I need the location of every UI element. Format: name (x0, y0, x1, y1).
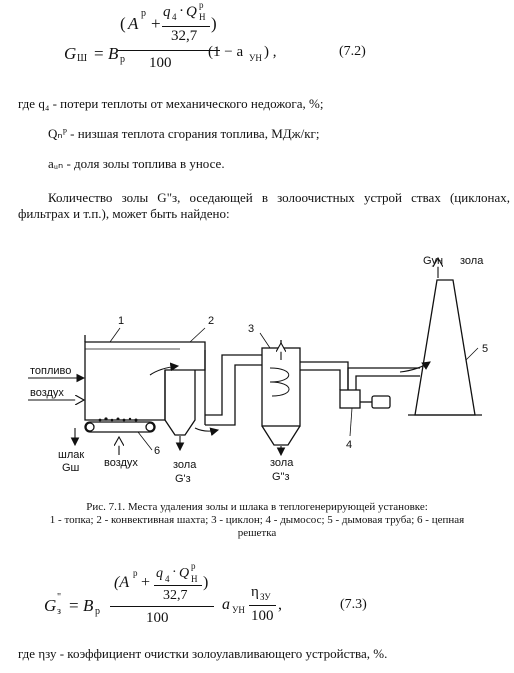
eq73-comma: , (278, 596, 282, 613)
eq73-number: (7.3) (340, 597, 367, 612)
label-air-2: воздух (104, 457, 138, 469)
eq73-a-sub: УН (232, 605, 245, 615)
eq73-q4: q (156, 566, 163, 581)
eq73-eta: η (251, 584, 259, 600)
eq73-b: B (83, 596, 94, 615)
eq72-a: A (128, 14, 139, 33)
eq73-close: ) (203, 574, 209, 591)
eq72-denom-outer: 100 (149, 55, 172, 71)
eq72-q-sup: p (199, 0, 204, 10)
label-g-sh: Gш (62, 462, 80, 474)
eq73-a: a (222, 596, 230, 613)
eq72-dot: · (179, 3, 184, 19)
eq73-q: Q (179, 566, 190, 581)
eq72-close: ) (211, 14, 217, 33)
eq73-q4-sub: 4 (165, 574, 170, 584)
eq72-open: ( (120, 14, 126, 33)
eq73-inner-frac-line (154, 585, 202, 586)
chimney (415, 280, 475, 415)
label-5: 5 (482, 343, 489, 355)
eq72-lhs: G (64, 44, 77, 63)
caption-line-2: 1 - топка; 2 - конвективная шахта; 3 - циклон; 4 - дымосос; 5 - дымовая труба; 6 - цепная (49, 514, 465, 526)
eq72-b-sub: p (120, 54, 125, 65)
fan (340, 390, 360, 408)
eq72-factor-sub: УН (249, 53, 262, 63)
def-eta: где ηзу - коэффициент очистки золоулавливающего устройства, %. (18, 646, 388, 661)
eq73-eta-denom: 100 (251, 608, 274, 624)
furnace-body (85, 350, 205, 420)
eq73-main-frac-line (110, 606, 214, 607)
label-g-un: Gун (423, 255, 444, 267)
def-qh: Qₙᴾ - низшая теплота сгорания топлива, МДж/кг; (48, 126, 320, 141)
eq72-main-frac-line (118, 50, 220, 51)
eq73-q-sup: p (191, 561, 196, 571)
label-g-z1: G'з (175, 473, 191, 485)
label-ash-1: зола (173, 459, 197, 471)
eq73-denom-outer: 100 (146, 610, 169, 626)
eq72-lhs-sub: Ш (77, 53, 88, 64)
eq73-lhs: G (44, 596, 57, 615)
eq73-plus: + (141, 574, 151, 591)
boiler-diagram (0, 250, 514, 490)
eq72-a-sup: p (141, 8, 146, 19)
eq72-factor: (1 − a (208, 44, 244, 60)
eq73-denom-inner: 32,7 (163, 588, 188, 603)
eq72-factor-close: ) , (264, 44, 277, 60)
label-ash-2: зола (270, 457, 294, 469)
eq72-q: Q (186, 4, 197, 20)
label-fuel: топливо (30, 365, 72, 377)
eq73-numerator: (A (114, 574, 130, 591)
label-slag: шлак (58, 449, 85, 461)
figure-caption (0, 501, 514, 540)
eq72-number: (7.2) (339, 44, 366, 59)
caption-line-1: Рис. 7.1. Места удаления золы и шлака в теплогенерирующей установке: (86, 501, 428, 513)
label-4: 4 (346, 439, 353, 451)
label-1: 1 (118, 315, 125, 327)
eq73-a-sup: p (133, 568, 138, 578)
chain-grate (85, 422, 155, 432)
shaft-hopper (165, 370, 195, 435)
eq72-inner-frac-line (162, 26, 210, 27)
label-3: 3 (248, 323, 255, 335)
label-6: 6 (154, 445, 161, 457)
label-g-z2: G"з (272, 471, 290, 483)
eq72-q-sub: H (199, 12, 206, 22)
caption-line-3: решетка (237, 527, 277, 539)
eq72-plus: + (151, 14, 161, 33)
eq73-dot: · (172, 565, 177, 580)
eq73-lhs-sup: " (57, 592, 62, 603)
eq72-b: B (108, 44, 119, 63)
paragraph-ash-amount: Количество золы G"з, оседающей в золоочистных устрой ствах (циклонах, фильтрах и т.п.), может быть найдено: (18, 190, 510, 221)
fan-motor (372, 396, 390, 408)
eq73-lhs-sub: з (57, 606, 61, 617)
eq73-b-sub: p (95, 606, 100, 617)
label-ash-top: зола (460, 255, 484, 267)
label-air-1: воздух (30, 387, 64, 399)
eq72-denom-inner: 32,7 (171, 28, 198, 44)
eq72-q4: q (163, 4, 171, 20)
def-q4: где q₄ - потери теплоты от механического недожога, %; (18, 96, 324, 111)
eq73-q-sub: H (191, 574, 198, 584)
def-aun: aᵤₙ - доля золы топлива в уносе. (48, 156, 225, 171)
label-2: 2 (208, 315, 215, 327)
eq73-eta-frac-line (249, 605, 276, 606)
eq73-eta-sub: ЗУ (260, 592, 271, 602)
eq73-equals: = (69, 596, 79, 615)
eq72-equals: = (94, 44, 104, 63)
eq72-q4-sub: 4 (172, 12, 177, 22)
